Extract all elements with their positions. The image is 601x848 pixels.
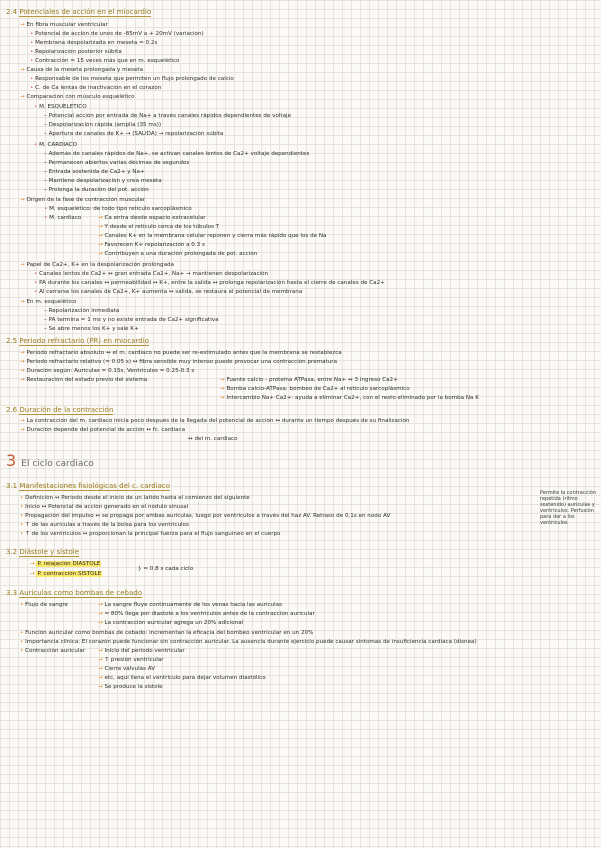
note-text: Inicio del periodo ventricular xyxy=(104,648,185,654)
note-text: Propagación del impulso ↔ se propaga por ambas aurículas, luego por ventrículos a través del haz AV. Retraso de 0.1s en nodo AV xyxy=(25,513,391,519)
note-line: → Favorecen K+ repolarización a 0.3 s xyxy=(98,242,205,248)
note-line: – PA termina ≈ 1 ms y no existe entrada de Ca2+ significativa xyxy=(44,317,219,323)
note-text: Periodo refractario relativo (≈ 0.05 s) ↔ fibra sensible muy intenso puede provocar una contracción prematura xyxy=(26,359,338,365)
note-line: – Despolarización rápida (amplia (35 ms)) xyxy=(44,122,162,128)
note-line: → Origen de la fase de contracción muscular xyxy=(20,197,146,203)
note-line: • Función auricular como bombas de cebado: incrementan la eficacia del bombeo ventricular en un 20% xyxy=(20,630,314,636)
section-number: 3.2 xyxy=(6,548,18,556)
note-text: La contracción auricular agrega un 20% adicional xyxy=(104,620,244,626)
note-line: • C. de Ca lentas de inactivación en el corazón xyxy=(30,85,162,91)
note-line: – Repolarización inmediata xyxy=(44,308,120,314)
note-text: Favorecen K+ repolarización a 0.3 s xyxy=(104,242,205,248)
note-text: Ca entra desde espacio extracelular xyxy=(104,215,206,221)
section-heading xyxy=(6,406,113,415)
note-text: Canales lentos de Ca2+ ↔ gran entrada Ca2+, Na+ → mantienen despolarización xyxy=(39,271,269,277)
note-text: Duración depende del potencial de acción ↔ fc. cardiaca xyxy=(26,427,186,433)
section-title: Duración de la contracción xyxy=(19,406,114,414)
note-text: PA durante los canales ↔ permeabilidad ↔ K+, entre la salida ↔ prolonga repolarización hasta el cierre de canales de Ca2+ xyxy=(39,280,385,286)
note-text: Duración según: Aurículas ≈ 0.15s, Ventrículos ≈ 0.25-0.3 s xyxy=(26,368,195,374)
note-line: → Ca entra desde espacio extracelular xyxy=(98,215,206,221)
note-line: → Bomba calcio-ATPasa: bombeo de Ca2+ al retículo sarcoplásmico xyxy=(220,386,410,392)
note-line: • Flujo de sangre xyxy=(20,602,68,608)
note-text: Potencial de acción de unos de -85mV a + 20mV (variación) xyxy=(35,31,204,37)
note-text: Flujo de sangre xyxy=(25,602,68,608)
section-title: Manifestaciones fisiológicas del c. cardiaco xyxy=(19,482,171,490)
note-text: Importancia clínica: El corazón puede funcionar sin contracción auricular. La ausencia durante ejercicio puede causar síntomas de insuficiencia cardiaca (disnea) xyxy=(25,639,477,645)
chapter-title: El ciclo cardiaco xyxy=(21,459,94,469)
note-text: P. contracción SÍSTOLE xyxy=(37,571,102,577)
note-text: Restauración del estado previo del sistema xyxy=(26,377,148,383)
note-line: • M. esquelético: de todo tipo retículo sarcoplásmico xyxy=(44,206,192,212)
note-line: → La contracción auricular agrega un 20% adicional xyxy=(98,620,244,626)
note-text: Función auricular como bombas de cebado: incrementan la eficacia del bombeo ventricular en un 20% xyxy=(25,630,314,636)
note-line: • M. cardiaco xyxy=(44,215,82,221)
note-line: → P. relajación DIÁSTOLE xyxy=(30,561,101,567)
side-note: Permite la contracción repetida (ritmo sostenido) aurículas y ventrículos. Perfusión para dar a los ventrículos xyxy=(540,490,596,526)
note-line: – Apertura de canales de K+ → (SALIDA) → repolarización súbita xyxy=(44,131,224,137)
note-line: → Periodo refractario relativo (≈ 0.05 s) ↔ fibra sensible muy intenso puede provocar una contracción prematura xyxy=(20,359,338,365)
note-text: Y desde el retículo cerca de los túbulos T xyxy=(104,224,220,230)
note-text: Bomba calcio-ATPasa: bombeo de Ca2+ al retículo sarcoplásmico xyxy=(226,386,410,392)
note-line: → Fuente calcio - proteína ATPasa, entre Na+ ↔ 3 ingreso Ca2+ xyxy=(220,377,398,383)
note-line: → Causa de la meseta prolongada y meseta xyxy=(20,67,144,73)
note-line: → La contracción del m. cardiaco inicia poco después de la llegada del potencial de acción ↔ durante un tiempo después de su finalización xyxy=(20,418,410,424)
note-text: Apertura de canales de K+ → (SALIDA) → repolarización súbita xyxy=(48,131,224,137)
note-line: • Contracción auricular xyxy=(20,648,86,654)
note-line: → Papel de Ca2+, K+ en la despolarización prolongada xyxy=(20,262,174,268)
note-text: Responsable de los meseta que permiten un flujo prolongado de calcio xyxy=(35,76,234,82)
note-text: En fibra muscular ventricular xyxy=(26,22,108,28)
note-text: Repolarización posterior súbita xyxy=(35,49,122,55)
note-line: • Definición ↔ Periodo desde el inicio de un latido hasta el comienzo del siguiente xyxy=(20,495,250,501)
note-text: ↑ presión ventricular xyxy=(104,657,164,663)
note-text: Periodo refractario absoluto ↔ el m. cardiaco no puede ser re-estimulado antes que la membrana se restablezca xyxy=(26,350,342,356)
note-text: Comparación con músculo esquelético xyxy=(26,94,135,100)
note-line: → Comparación con músculo esquelético xyxy=(20,94,135,100)
section-title: Aurículas como bombas de cebado xyxy=(19,589,143,597)
note-line: → P. contracción SÍSTOLE xyxy=(30,571,102,577)
note-line: • PA durante los canales ↔ permeabilidad ↔ K+, entre la salida ↔ prolonga repolarización hasta el cierre de canales de Ca2+ xyxy=(34,280,385,286)
note-line: → En fibra muscular ventricular xyxy=(20,22,108,28)
note-text: M. CARDIACO xyxy=(39,142,78,148)
note-line: → Inicio del periodo ventricular xyxy=(98,648,185,654)
note-text: La sangre fluye continuamente de los venas hacia las aurículas xyxy=(104,602,283,608)
note-text: Definición ↔ Periodo desde el inicio de un latido hasta el comienzo del siguiente xyxy=(25,495,250,501)
note-line: → En m. esquelético xyxy=(20,299,77,305)
note-text: ↔ del m. cardiaco xyxy=(188,436,238,442)
note-line: → Contribuyen a una duración prolongada de pot. acción xyxy=(98,251,258,257)
note-text: P. relajación DIÁSTOLE xyxy=(37,561,101,567)
section-number: 2.4 xyxy=(6,8,18,16)
note-line: • M. ESQUELÉTICO xyxy=(34,104,87,110)
note-text: Causa de la meseta prolongada y meseta xyxy=(26,67,144,73)
note-text: Membrana despolarizada en meseta ≈ 0.2s xyxy=(35,40,158,46)
note-text: Intercambio Na+ Ca2+: ayuda a eliminar Ca2+, con el resto eliminado por la bomba Na K xyxy=(226,395,479,401)
note-line: → Y desde el retículo cerca de los túbulos T xyxy=(98,224,220,230)
section-heading xyxy=(6,589,142,598)
note-text: Inicio ↔ Potencial de acción generado en el nódulo sinusal xyxy=(25,504,189,510)
note-text: Permanecen abiertos varias décimas de segundos xyxy=(48,160,190,166)
note-text: M. cardiaco xyxy=(49,215,82,221)
section-title: Diástole y sístole xyxy=(19,548,80,556)
note-line: • ↑ de los ventrículos ↔ proporcionan la principal fuerza para el flujo sanguíneo en el cuerpo xyxy=(20,531,281,537)
note-line: – Mantiene despolarización y crea meseta xyxy=(44,178,162,184)
note-text: ↑ de las aurículas a través de la bolsa para los ventrículos xyxy=(25,522,189,528)
note-line xyxy=(188,436,238,443)
note-line: • Membrana despolarizada en meseta ≈ 0.2s xyxy=(30,40,158,46)
note-text: Repolarización inmediata xyxy=(48,308,120,314)
note-text: Canales K+ en la membrana celular reponen y cierra más rápido que los de Na xyxy=(104,233,327,239)
note-text: PA termina ≈ 1 ms y no existe entrada de Ca2+ significativa xyxy=(48,317,219,323)
note-text: Contracción ≈ 15 veces más que en m. esquelético xyxy=(35,58,180,64)
note-text: Mantiene despolarización y crea meseta xyxy=(48,178,162,184)
note-line: • Inicio ↔ Potencial de acción generado en el nódulo sinusal xyxy=(20,504,189,510)
note-text: Al cerrarse los canales de Ca2+, K+ aumenta ↔ salida, se restaura el potencial de membrana xyxy=(39,289,303,295)
note-line: → etc, aquí llena el ventrículo para dejar volumen diastólico xyxy=(98,675,266,681)
section-number: 2.5 xyxy=(6,337,18,345)
section-heading xyxy=(6,482,170,491)
note-text: C. de Ca lentas de inactivación en el corazón xyxy=(35,85,162,91)
note-line: • Repolarización posterior súbita xyxy=(30,49,122,55)
section-number: 3.1 xyxy=(6,482,18,490)
note-line: – Además de canales rápidos de Na+, se activan canales lentos de Ca2+ voltaje dependientes xyxy=(44,151,310,157)
note-line: – Entrada sostenida de Ca2+ y Na+ xyxy=(44,169,145,175)
note-text: ≈ 80% llega por diastole a los ventrículos antes de la contracción auricular xyxy=(104,611,315,617)
note-text: Potencial acción por entrada de Na+ a través canales rápidos dependientes de voltaje xyxy=(48,113,292,119)
note-text: La contracción del m. cardiaco inicia poco después de la llegada del potencial de acción ↔ durante un tiempo después de su finalización xyxy=(26,418,410,424)
note-line: – Se abre menos los K+ y sale K+ xyxy=(44,326,139,332)
note-line: → ≈ 80% llega por diastole a los ventrículos antes de la contracción auricular xyxy=(98,611,315,617)
section-title: Periodo refractario (PR) en miocardio xyxy=(19,337,149,345)
note-text: ↑ de los ventrículos ↔ proporcionan la principal fuerza para el flujo sanguíneo en el cuerpo xyxy=(25,531,281,537)
note-text: Contribuyen a una duración prolongada de pot. acción xyxy=(104,251,258,257)
note-text: Cierre válvulas AV xyxy=(104,666,156,672)
note-line: → Se produce la sístole xyxy=(98,684,163,690)
note-line: – Potencial acción por entrada de Na+ a través canales rápidos dependientes de voltaje xyxy=(44,113,292,119)
note-line: → Duración depende del potencial de acción ↔ fc. cardiaca xyxy=(20,427,186,433)
note-text: Además de canales rápidos de Na+, se activan canales lentos de Ca2+ voltaje dependientes xyxy=(48,151,310,157)
note-line: • ↑ de las aurículas a través de la bolsa para los ventrículos xyxy=(20,522,189,528)
section-number: 3.3 xyxy=(6,589,18,597)
note-line: • Canales lentos de Ca2+ ↔ gran entrada Ca2+, Na+ → mantienen despolarización xyxy=(34,271,269,277)
note-line: – Permanecen abiertos varias décimas de segundos xyxy=(44,160,190,166)
note-text: M. esquelético: de todo tipo retículo sarcoplásmico xyxy=(49,206,192,212)
note-line: • Potencial de acción de unos de -85mV a + 20mV (variación) xyxy=(30,31,204,37)
note-line: • M. CARDIACO xyxy=(34,142,78,148)
note-line: → Restauración del estado previo del sistema xyxy=(20,377,148,383)
note-line: • Importancia clínica: El corazón puede funcionar sin contracción auricular. La ausencia durante ejercicio puede causar síntomas de insuficiencia cardiaca (disnea) xyxy=(20,639,477,645)
section-heading xyxy=(6,8,151,17)
note-line: → Canales K+ en la membrana celular reponen y cierra más rápido que los de Na xyxy=(98,233,327,239)
note-line: → Duración según: Aurículas ≈ 0.15s, Ventrículos ≈ 0.25-0.3 s xyxy=(20,368,195,374)
section-title: Potenciales de acción en el miocardio xyxy=(19,8,152,16)
note-line: • Propagación del impulso ↔ se propaga por ambas aurículas, luego por ventrículos a través del haz AV. Retraso de 0.1s en nodo AV xyxy=(20,513,391,519)
note-line: → Periodo refractario absoluto ↔ el m. cardiaco no puede ser re-estimulado antes que la membrana se restablezca xyxy=(20,350,342,356)
note-line: → ↑ presión ventricular xyxy=(98,657,164,663)
chapter-number: 3 xyxy=(6,452,17,470)
note-text: Despolarización rápida (amplia (35 ms)) xyxy=(48,122,162,128)
section-heading xyxy=(6,548,79,557)
note-line: – Prolonga la duración del pot. acción xyxy=(44,187,149,193)
note-text: etc, aquí llena el ventrículo para dejar volumen diastólico xyxy=(104,675,266,681)
note-line: → Intercambio Na+ Ca2+: ayuda a eliminar Ca2+, con el resto eliminado por la bomba Na K xyxy=(220,395,479,401)
note-text: Se produce la sístole xyxy=(104,684,163,690)
note-text: M. ESQUELÉTICO xyxy=(39,104,87,110)
note-text: En m. esquelético xyxy=(26,299,77,305)
note-text: Papel de Ca2+, K+ en la despolarización prolongada xyxy=(26,262,174,268)
section-heading xyxy=(6,337,149,346)
note-line: → La sangre fluye continuamente de los venas hacia las aurículas xyxy=(98,602,283,608)
section-number: 2.6 xyxy=(6,406,18,414)
note-line: • Contracción ≈ 15 veces más que en m. esquelético xyxy=(30,58,180,64)
note-text: Fuente calcio - proteína ATPasa, entre Na+ ↔ 3 ingreso Ca2+ xyxy=(226,377,398,383)
note-text: Entrada sostenida de Ca2+ y Na+ xyxy=(48,169,145,175)
note-text: Se abre menos los K+ y sale K+ xyxy=(48,326,139,332)
note-text: Contracción auricular xyxy=(25,648,86,654)
note-line: • Al cerrarse los canales de Ca2+, K+ aumenta ↔ salida, se restaura el potencial de membrana xyxy=(34,289,303,295)
note-line: • Responsable de los meseta que permiten un flujo prolongado de calcio xyxy=(30,76,234,82)
chapter-heading xyxy=(6,452,94,472)
note-line: } ≈ 0.8 s cada ciclo xyxy=(138,566,194,572)
note-line: → Cierre válvulas AV xyxy=(98,666,156,672)
note-text: ≈ 0.8 s cada ciclo xyxy=(143,566,194,572)
note-text: Prolonga la duración del pot. acción xyxy=(48,187,149,193)
note-text: Origen de la fase de contracción muscular xyxy=(26,197,146,203)
